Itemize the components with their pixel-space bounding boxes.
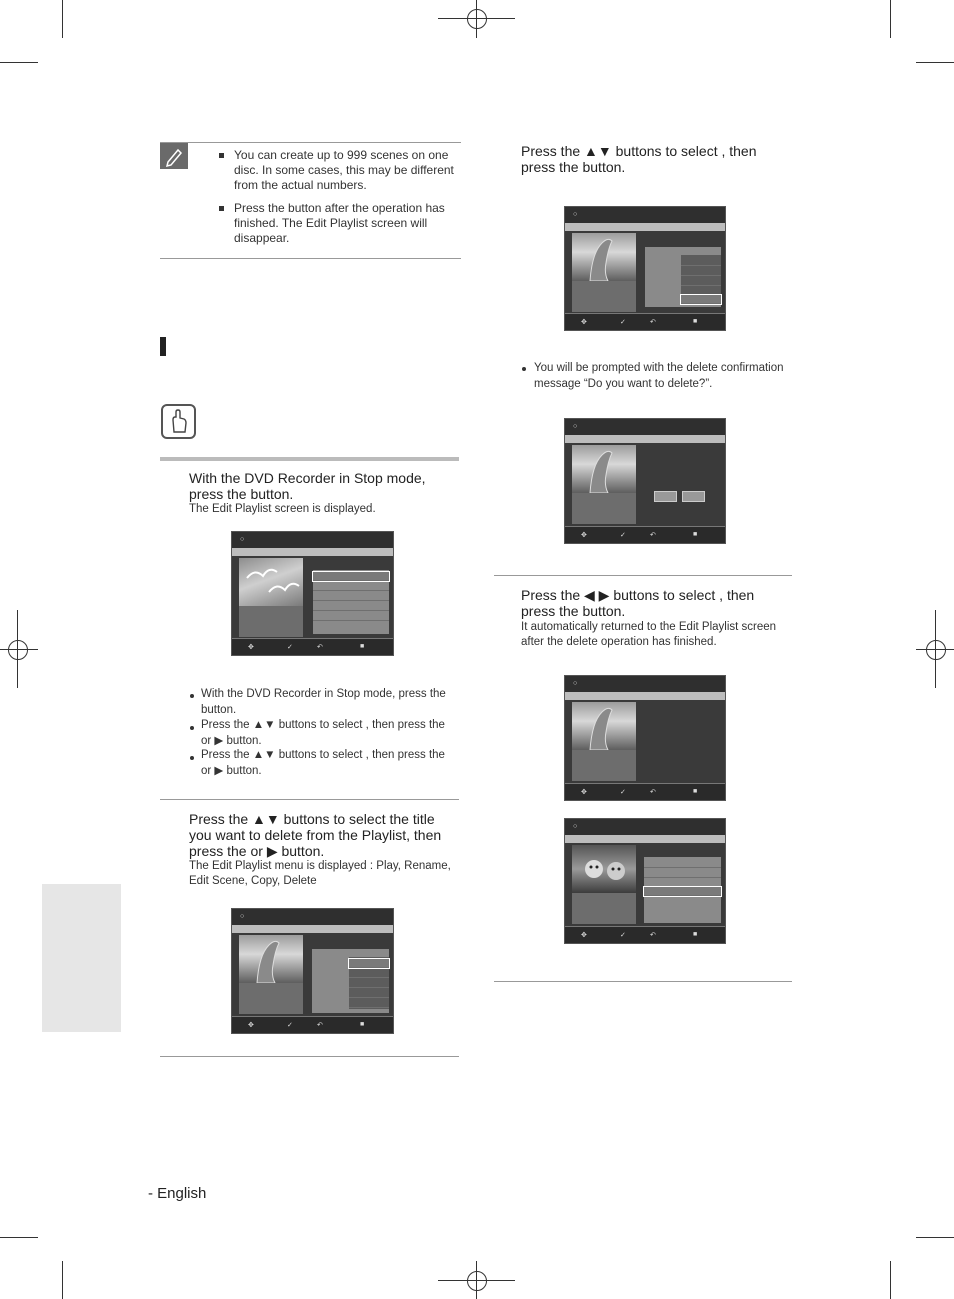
registration-mark <box>467 1271 487 1291</box>
bullet-text: With the DVD Recorder in Stop mode, press the button. <box>201 688 446 716</box>
exit-icon: ■ <box>360 643 365 650</box>
bullet-text: Press the ▲▼ buttons to select , then press the or ▶ button. <box>201 719 445 747</box>
info-panel <box>239 983 303 1014</box>
thumbnail-dolphin <box>572 702 636 750</box>
screen-footer <box>565 313 725 330</box>
divider <box>160 1056 459 1057</box>
hand-icon <box>161 404 196 439</box>
note-item: Press the button after the operation has finished. The Edit Playlist screen will disappear. <box>234 201 445 245</box>
screen-title-bar <box>565 223 725 231</box>
page-language-label: - English <box>148 1185 207 1202</box>
screen-header <box>232 532 393 548</box>
ok-icon: ✓ <box>287 1022 293 1029</box>
screen-footer <box>565 783 725 800</box>
screen-title-bar <box>232 548 393 556</box>
ok-icon: ✓ <box>620 532 626 539</box>
screen-delete-confirm <box>564 418 726 544</box>
crop-mark <box>438 18 515 19</box>
info-panel <box>572 750 636 781</box>
disc-icon: ○ <box>240 536 245 543</box>
ok-icon: ✓ <box>620 932 626 939</box>
crop-mark <box>890 0 891 38</box>
registration-mark <box>467 9 487 29</box>
move-icon: ✥ <box>248 644 254 651</box>
thumbnail-otters <box>572 845 636 893</box>
return-icon: ↶ <box>650 932 656 939</box>
menu-item[interactable] <box>313 602 389 611</box>
exit-icon: ■ <box>693 318 698 325</box>
screen-title-bar <box>565 835 725 843</box>
bullet-text: Press the ▲▼ buttons to select , then press the or ▶ button. <box>201 749 445 777</box>
submenu-item[interactable] <box>349 999 389 1008</box>
step-4-text: Press the ◀ ▶ buttons to select , then press the button. <box>521 587 755 619</box>
ok-icon: ✓ <box>620 319 626 326</box>
crop-mark <box>916 649 954 650</box>
menu-item[interactable] <box>644 859 721 868</box>
menu-item[interactable] <box>644 887 721 896</box>
bullet <box>190 726 194 730</box>
screen-delete-select <box>564 206 726 331</box>
screen-footer <box>232 638 393 655</box>
crop-mark <box>62 0 63 38</box>
exit-icon: ■ <box>360 1021 365 1028</box>
crop-mark <box>916 62 954 63</box>
thumbnail-dolphin <box>572 233 636 281</box>
submenu-list <box>349 957 389 1009</box>
return-icon: ↶ <box>650 319 656 326</box>
bullet <box>219 206 224 211</box>
submenu-item[interactable] <box>349 979 389 988</box>
info-panel <box>572 281 636 312</box>
return-icon: ↶ <box>650 789 656 796</box>
screen-edit-playlist-updated <box>564 818 726 944</box>
ok-icon: ✓ <box>620 789 626 796</box>
disc-icon: ○ <box>240 913 245 920</box>
menu-item[interactable] <box>644 869 721 878</box>
crop-mark <box>476 0 477 38</box>
screen-footer <box>232 1016 393 1033</box>
bullet-text: You will be prompted with the delete confirmation message “Do you want to delete?”. <box>534 362 784 390</box>
step-2-text: Press the ▲▼ buttons to select the title you want to delete from the Playlist, then press the or ▶ button. <box>189 811 442 859</box>
menu-item[interactable] <box>313 572 389 581</box>
crop-mark <box>916 1237 954 1238</box>
crop-mark <box>890 1261 891 1299</box>
move-icon: ✥ <box>248 1022 254 1029</box>
menu-item[interactable] <box>313 582 389 591</box>
move-icon: ✥ <box>581 932 587 939</box>
info-panel <box>572 493 636 524</box>
move-icon: ✥ <box>581 319 587 326</box>
submenu-item[interactable] <box>681 257 721 266</box>
registration-mark <box>8 640 28 660</box>
confirm-yes-button[interactable] <box>654 491 677 502</box>
return-icon: ↶ <box>317 1022 323 1029</box>
thumbnail-dolphin <box>239 935 303 983</box>
bullet <box>522 367 526 371</box>
disc-icon: ○ <box>573 423 578 430</box>
divider <box>494 981 792 982</box>
bullet <box>190 694 194 698</box>
step-1-text: With the DVD Recorder in Stop mode, press the button. <box>189 470 426 502</box>
divider <box>160 457 459 461</box>
screen-header <box>565 819 725 835</box>
registration-mark <box>926 640 946 660</box>
crop-mark <box>62 1261 63 1299</box>
exit-icon: ■ <box>693 531 698 538</box>
info-panel <box>239 606 303 637</box>
return-icon: ↶ <box>317 644 323 651</box>
submenu-item[interactable] <box>349 959 389 968</box>
step-3-text: Press the ▲▼ buttons to select , then press the button. <box>521 143 757 175</box>
submenu-list <box>681 255 721 305</box>
screen-edit-menu <box>231 908 394 1034</box>
screen-header <box>565 419 725 435</box>
submenu-item-delete[interactable] <box>681 295 721 304</box>
menu-list <box>644 857 721 923</box>
disc-icon: ○ <box>573 211 578 218</box>
bullet <box>190 756 194 760</box>
submenu-item[interactable] <box>349 969 389 978</box>
thumbnail-seagull <box>239 558 303 606</box>
bullet <box>219 153 224 158</box>
screen-deleting <box>564 675 726 801</box>
thumbnail-dolphin <box>572 445 636 493</box>
screen-header <box>232 909 393 925</box>
exit-icon: ■ <box>693 931 698 938</box>
screen-title-bar <box>565 692 725 700</box>
exit-icon: ■ <box>693 788 698 795</box>
step-2-sub: The Edit Playlist menu is displayed : Play, Rename, Edit Scene, Copy, Delete <box>189 860 451 887</box>
step-1-sub: The Edit Playlist screen is displayed. <box>189 503 376 515</box>
move-icon: ✥ <box>581 532 587 539</box>
crop-mark <box>0 1237 38 1238</box>
screen-title-bar <box>565 435 725 443</box>
pencil-icon <box>160 143 188 169</box>
screen-title-bar <box>232 925 393 933</box>
screen-edit-playlist <box>231 531 394 656</box>
screen-header <box>565 676 725 692</box>
submenu-item[interactable] <box>349 989 389 998</box>
divider <box>160 799 459 800</box>
section-marker <box>160 337 166 356</box>
menu-item[interactable] <box>313 612 389 621</box>
return-icon: ↶ <box>650 532 656 539</box>
side-tab <box>42 884 121 1032</box>
confirm-no-button[interactable] <box>682 491 705 502</box>
menu-list <box>313 570 389 634</box>
info-panel <box>572 893 636 924</box>
screen-header <box>565 207 725 223</box>
screen-footer <box>565 926 725 943</box>
ok-icon: ✓ <box>287 644 293 651</box>
disc-icon: ○ <box>573 680 578 687</box>
submenu-item[interactable] <box>681 277 721 286</box>
divider <box>494 575 792 576</box>
submenu-item[interactable] <box>681 267 721 276</box>
screen-footer <box>565 526 725 543</box>
move-icon: ✥ <box>581 789 587 796</box>
menu-item[interactable] <box>313 592 389 601</box>
crop-mark <box>438 1280 515 1281</box>
note-item: You can create up to 999 scenes on one disc. In some cases, this may be different from the actual numbers. <box>234 148 454 192</box>
crop-mark <box>0 649 38 650</box>
crop-mark <box>0 62 38 63</box>
disc-icon: ○ <box>573 823 578 830</box>
step-4-sub: It automatically returned to the Edit Playlist screen after the delete operation has finished. <box>521 621 777 648</box>
